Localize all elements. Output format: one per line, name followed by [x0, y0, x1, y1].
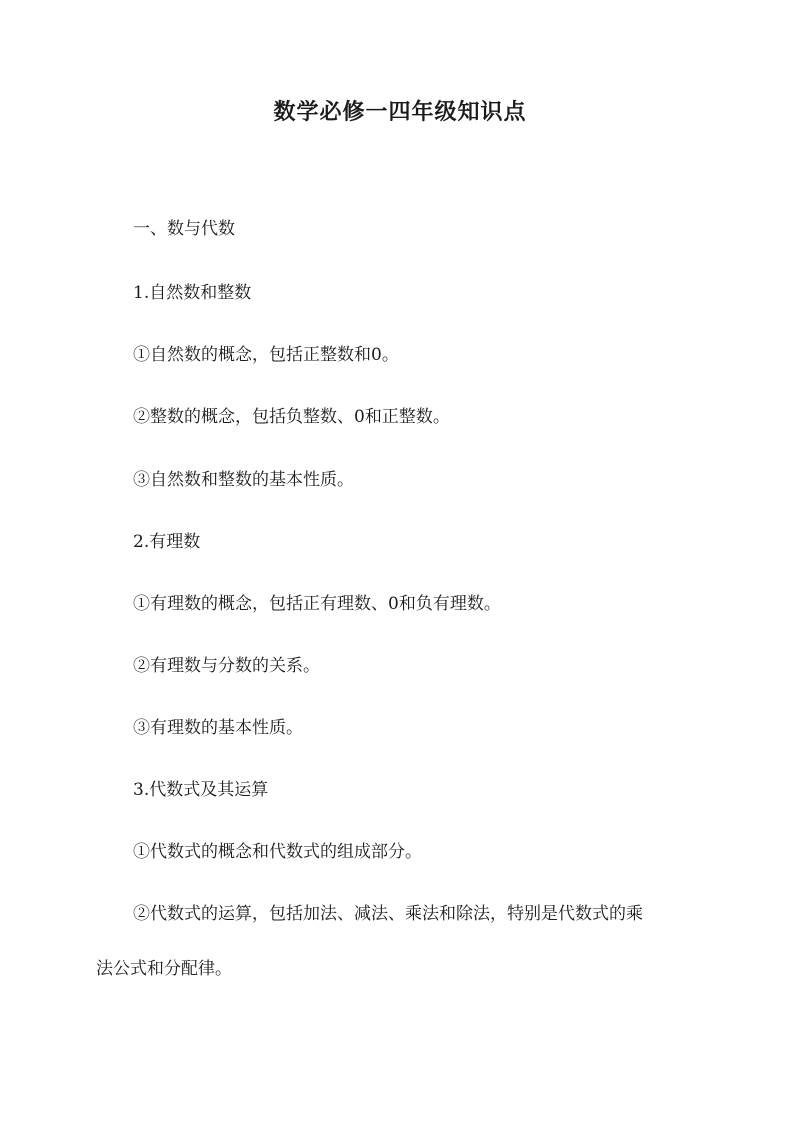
list-item-line: ②代数式的运算，包括加法、减法、乘法和除法，特别是代数式的乘 — [133, 904, 643, 924]
list-item: ③自然数和整数的基本性质。 — [133, 470, 354, 490]
subsection-heading: 3.代数式及其运算 — [133, 780, 269, 800]
subsection-heading: 1.自然数和整数 — [133, 283, 252, 303]
list-item: ②整数的概念，包括负整数、0和正整数。 — [133, 407, 450, 427]
subsection-heading: 2.有理数 — [133, 532, 201, 552]
list-item-line-continued: 法公式和分配律。 — [96, 959, 232, 979]
list-item: ①有理数的概念，包括正有理数、0和负有理数。 — [133, 594, 501, 614]
list-item: ①自然数的概念，包括正整数和0。 — [133, 345, 399, 365]
list-item: ②有理数与分数的关系。 — [133, 656, 320, 676]
page-title: 数学必修一四年级知识点 — [273, 99, 527, 125]
list-item: ①代数式的概念和代数式的组成部分。 — [133, 842, 422, 862]
section-heading: 一、数与代数 — [133, 219, 235, 239]
list-item: ③有理数的基本性质。 — [133, 718, 303, 738]
